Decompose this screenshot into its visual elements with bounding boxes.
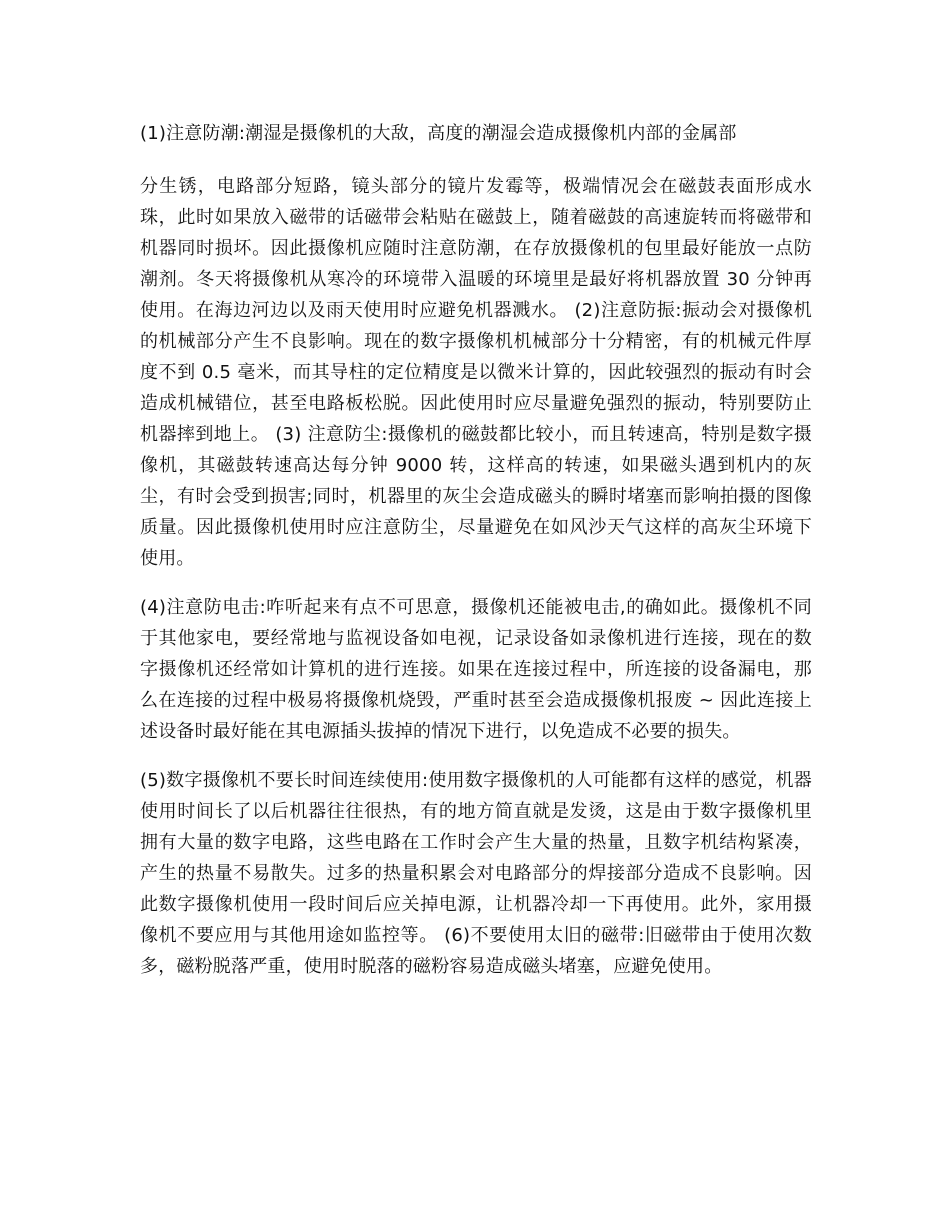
paragraph-electric-shock: (4)注意防电击:咋听起来有点不可思意，摄像机还能被电击,的确如此。摄像机不同于其他家电，要经常地与监视设备如电视，记录设备如录像机进行连接，现在的数字摄像机还经常如计算机的进行连接。如果在连接过程中，所连接的设备漏电，那么在连接的过程中极易将摄像机烧毁，严重时甚至会造成摄像机报废 ~ 因此连接上述设备时最好能在其电源插头拔掉的情况下进行，以免造成不必要的损失。 bbox=[140, 597, 812, 742]
paragraph-continuous-use-tapes: (5)数字摄像机不要长时间连续使用:使用数字摄像机的人可能都有这样的感觉，机器使用时间长了以后机器往往很热，有的地方简直就是发烫，这是由于数字摄像机里拥有大量的数字电路，这些电路在工作时会产生大量的热量，且数字机结构紧凑，产生的热量不易散失。过多的热量积累会对电路部分的焊接部分造成不良影响。因此数字摄像机使用一段时间后应关掉电源，让机器冷却一下再使用。此外，家用摄像机不要应用与其他用途如监控等。 (6)不要使用太旧的磁带:旧磁带由于使用次数多，磁粉脱落严重，使用时脱落的磁粉容易造成磁头堵塞，应避免使用。 bbox=[140, 770, 812, 977]
document-page bbox=[140, 118, 812, 1000]
paragraph-moisture-vibration-dust: 分生锈，电路部分短路，镜头部分的镜片发霉等，极端情况会在磁鼓表面形成水珠，此时如果放入磁带的话磁带会粘贴在磁鼓上，随着磁鼓的高速旋转而将磁带和机器同时损坏。因此摄像机应随时注意防潮，在存放摄像机的包里最好能放一点防潮剂。冬天将摄像机从寒冷的环境带入温暖的环境里是最好将机器放置 30 分钟再使用。在海边河边以及雨天使用时应避免机器溅水。 (2)注意防振:振动会对摄像机的机械部分产生不良影响。现在的数字摄像机机械部分十分精密，有的机械元件厚度不到 0.5 毫米，而其导柱的定位精度是以微米计算的，因此较强烈的振动有时会造成机械错位，甚至电路板松脱。因此使用时应尽量避免强烈的振动，特别要防止机器摔到地上。 (3) 注意防尘:摄像机的磁鼓都比较小，而且转速高，特别是数字摄像机，其磁鼓转速高达每分钟 9000 转，这样高的转速，如果磁头遇到机内的灰尘，有时会受到损害;同时，机器里的灰尘会造成磁头的瞬时堵塞而影响拍摄的图像质量。因此摄像机使用时应注意防尘，尽量避免在如风沙天气这样的高灰尘环境下使用。 bbox=[140, 176, 812, 569]
paragraph-moisture: (1)注意防潮:潮湿是摄像机的大敌，高度的潮湿会造成摄像机内部的金属部 bbox=[140, 123, 737, 144]
